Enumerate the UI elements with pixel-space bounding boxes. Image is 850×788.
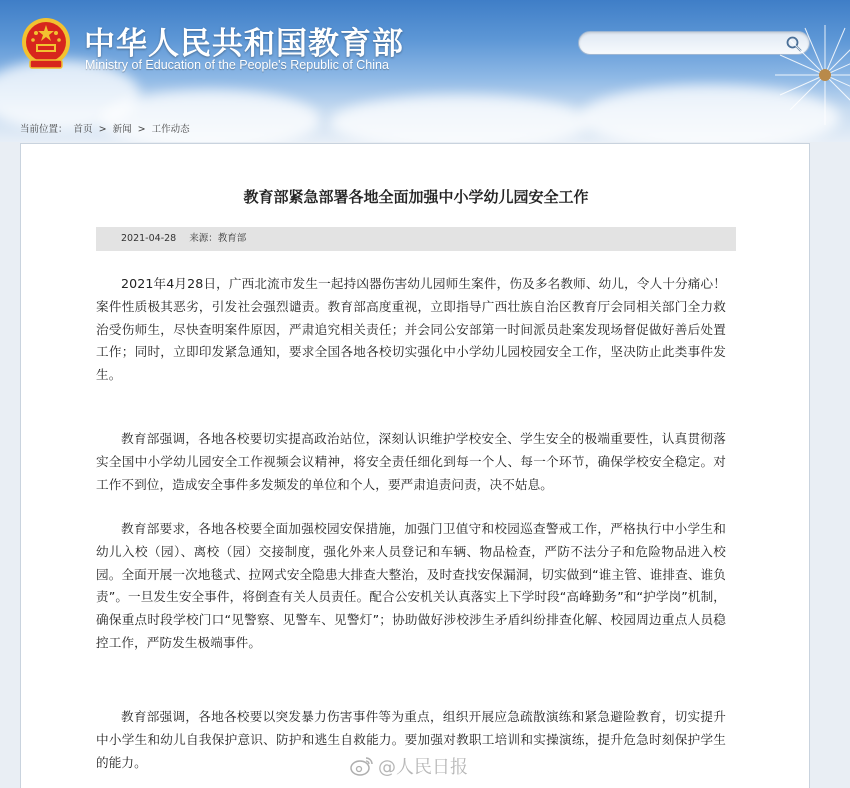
cloud-decoration [330,95,590,142]
site-subtitle: Ministry of Education of the People's Republic of China [85,58,389,72]
breadcrumb-separator: > [137,124,146,135]
watermark [350,753,468,779]
breadcrumb-separator: > [98,124,107,135]
weibo-icon [350,755,374,777]
breadcrumb-news-link[interactable]: 新闻 [112,124,132,135]
breadcrumb-label: 当前位置： [20,124,68,135]
article-paragraph: 2021年4月28日，广西北流市发生一起持凶器伤害幼儿园师生案件，伤及多名教师、幼儿，令人十分痛心！案件性质极其恶劣，引发社会强烈谴责。教育部高度重视，立即指导广西壮族自治区教育厅会同相关部门全力救治受伤师生，尽快查明案件原因，严肃追究相关责任；并会同公安部第一时间派员赴案发现场督促做好善后处置工作；同时，立即印发紧急通知，要求全国各地各校切实强化中小学幼儿园校园安全工作，坚决防止此类事件发生。 [96,276,726,383]
article-paragraph: 教育部强调，各地各校要切实提高政治站位，深刻认识维护学校安全、学生安全的极端重要性，认真贯彻落实全国中小学幼儿园安全工作视频会议精神，将安全责任细化到每一个人、每一个环节，确保学校安全稳定。对工作不到位，造成安全事件多发频发的单位和个人，要严肃追责问责，决不姑息。 [96,431,726,492]
article-date: 2021-04-28 [121,233,177,244]
breadcrumb-home-link[interactable]: 首页 [73,124,93,135]
article-container [20,143,810,788]
dandelion-decoration-icon [770,20,850,130]
breadcrumb [20,121,193,135]
article-paragraph: 教育部要求，各地各校要全面加强校园安保措施，加强门卫值守和校园巡查警戒工作，严格执行中小学生和幼儿入校（园）、离校（园）交接制度，强化外来人员登记和车辆、物品检查，严防不法分子和危险物品进入校园。全面开展一次地毯式、拉网式安全隐患大排查大整治，及时查找安保漏洞，切实做到“谁主管、谁排查、谁负责”。一旦发生安全事件，将倒查有关人员责任。配合公安机关认真落实上下学时段“高峰勤务”和“护学岗”机制，确保重点时段学校门口“见警察、见警车、见警灯”；协助做好涉校涉生矛盾纠纷排查化解、校园周边重点人员稳控工作，严防发生极端事件。 [96,521,726,650]
breadcrumb-work-news-link[interactable]: 工作动态 [151,124,190,135]
article-title: 教育部紧急部署各地全面加强中小学幼儿园安全工作 [243,188,589,206]
article-source: 来源：教育部 [189,233,247,244]
site-title[interactable]: 中华人民共和国教育部 [84,26,404,62]
watermark-text: @人民日报 [378,757,468,778]
article-meta-bar [96,227,736,251]
article-paragraph: 教育部强调，各地各校要以突发暴力伤害事件等为重点，组织开展应急疏散演练和紧急避险教育，切实提升中小学生和幼儿自我保护意识、防护和逃生自救能力。要加强对教职工培训和实操演练，提升危急时刻保护学生的能力。 [96,709,726,770]
search-input[interactable] [589,35,779,51]
national-emblem-icon[interactable] [20,16,72,72]
